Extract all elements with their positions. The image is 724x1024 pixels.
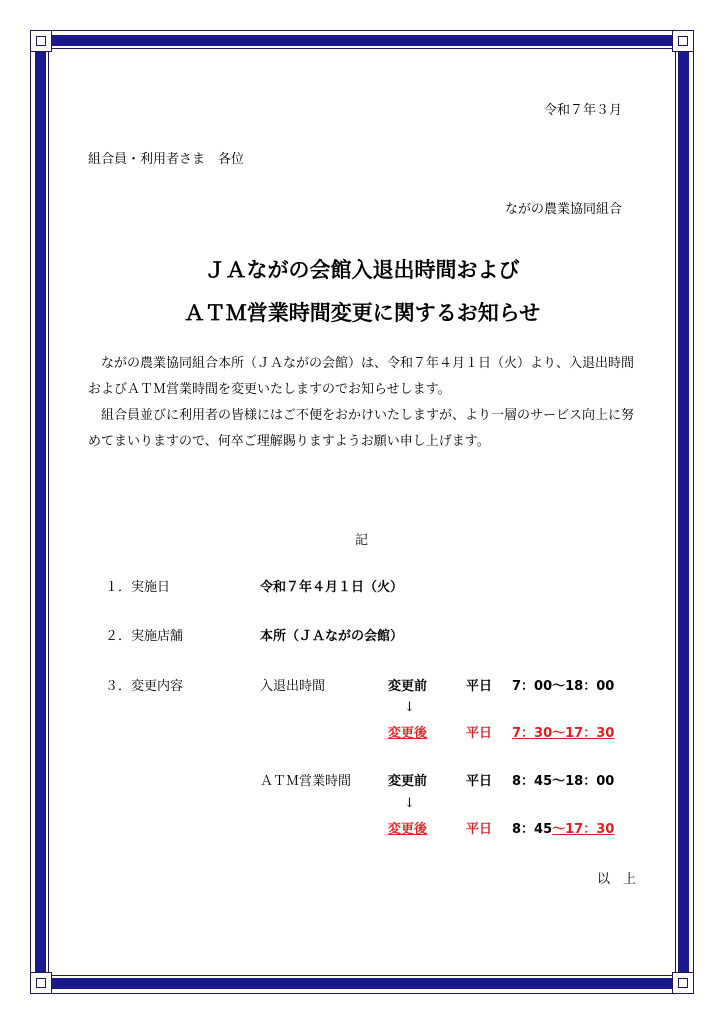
item-value-store: 本所（ＪＡながの会館） xyxy=(260,629,404,644)
atm-before-label: 変更前 xyxy=(388,774,428,789)
ki-marker: 記 xyxy=(355,533,369,548)
body-paragraph-1: ながの農業協同組合本所（ＪＡながの会館）は、令和７年４月１日（火）より、入退出時間およびＡＴＭ営業時間を変更いたしますのでお知らせします。 xyxy=(88,356,635,397)
issue-date: 令和７年３月 xyxy=(543,103,622,118)
atm-after-day: 平日 xyxy=(466,822,493,837)
item-label-store: ２．実施店舗 xyxy=(105,629,184,644)
atm-hours-name: ＡＴＭ営業時間 xyxy=(260,774,352,789)
entry-before-time: 7：00～18：00 xyxy=(512,679,615,694)
atm-after-time-end: ～17：30 xyxy=(552,822,615,837)
atm-before-time: 8：45～18：00 xyxy=(512,774,615,789)
atm-after-label: 変更後 xyxy=(388,822,428,837)
item-label-date: １．実施日 xyxy=(105,580,171,595)
atm-arrow-icon: ↓ xyxy=(404,796,415,811)
closing: 以 上 xyxy=(596,872,636,887)
entry-hours-name: 入退出時間 xyxy=(260,679,326,694)
entry-before-label: 変更前 xyxy=(388,679,428,694)
addressee: 組合員・利用者さま 各位 xyxy=(88,152,245,167)
atm-before-day: 平日 xyxy=(466,774,493,789)
entry-after-label: 変更後 xyxy=(388,726,428,741)
notice-body xyxy=(88,351,640,455)
item-label-changes: ３．変更内容 xyxy=(105,679,184,694)
title-line-2: ＡＴＭ営業時間変更に関するお知らせ xyxy=(183,301,541,325)
entry-after-day: 平日 xyxy=(466,726,493,741)
atm-after-time xyxy=(512,823,614,836)
entry-after-time: 7：30～17：30 xyxy=(512,726,615,741)
corner-ornament xyxy=(30,30,52,52)
entry-arrow-icon: ↓ xyxy=(404,700,415,715)
entry-before-day: 平日 xyxy=(466,679,493,694)
item-value-date: 令和７年４月１日（火） xyxy=(260,580,404,595)
corner-ornament xyxy=(30,972,52,994)
title-line-1: ＪＡながの会館入退出時間および xyxy=(204,258,520,282)
corner-ornament xyxy=(672,30,694,52)
corner-ornament xyxy=(672,972,694,994)
body-paragraph-2: 組合員並びに利用者の皆様にはご不便をおかけいたしますが、より一層のサービス向上に努めてまいりますので、何卒ご理解賜りますようお願い申し上げます。 xyxy=(88,408,635,449)
sender: ながの農業協同組合 xyxy=(504,202,622,217)
atm-after-time-start: 8：45 xyxy=(512,822,553,837)
